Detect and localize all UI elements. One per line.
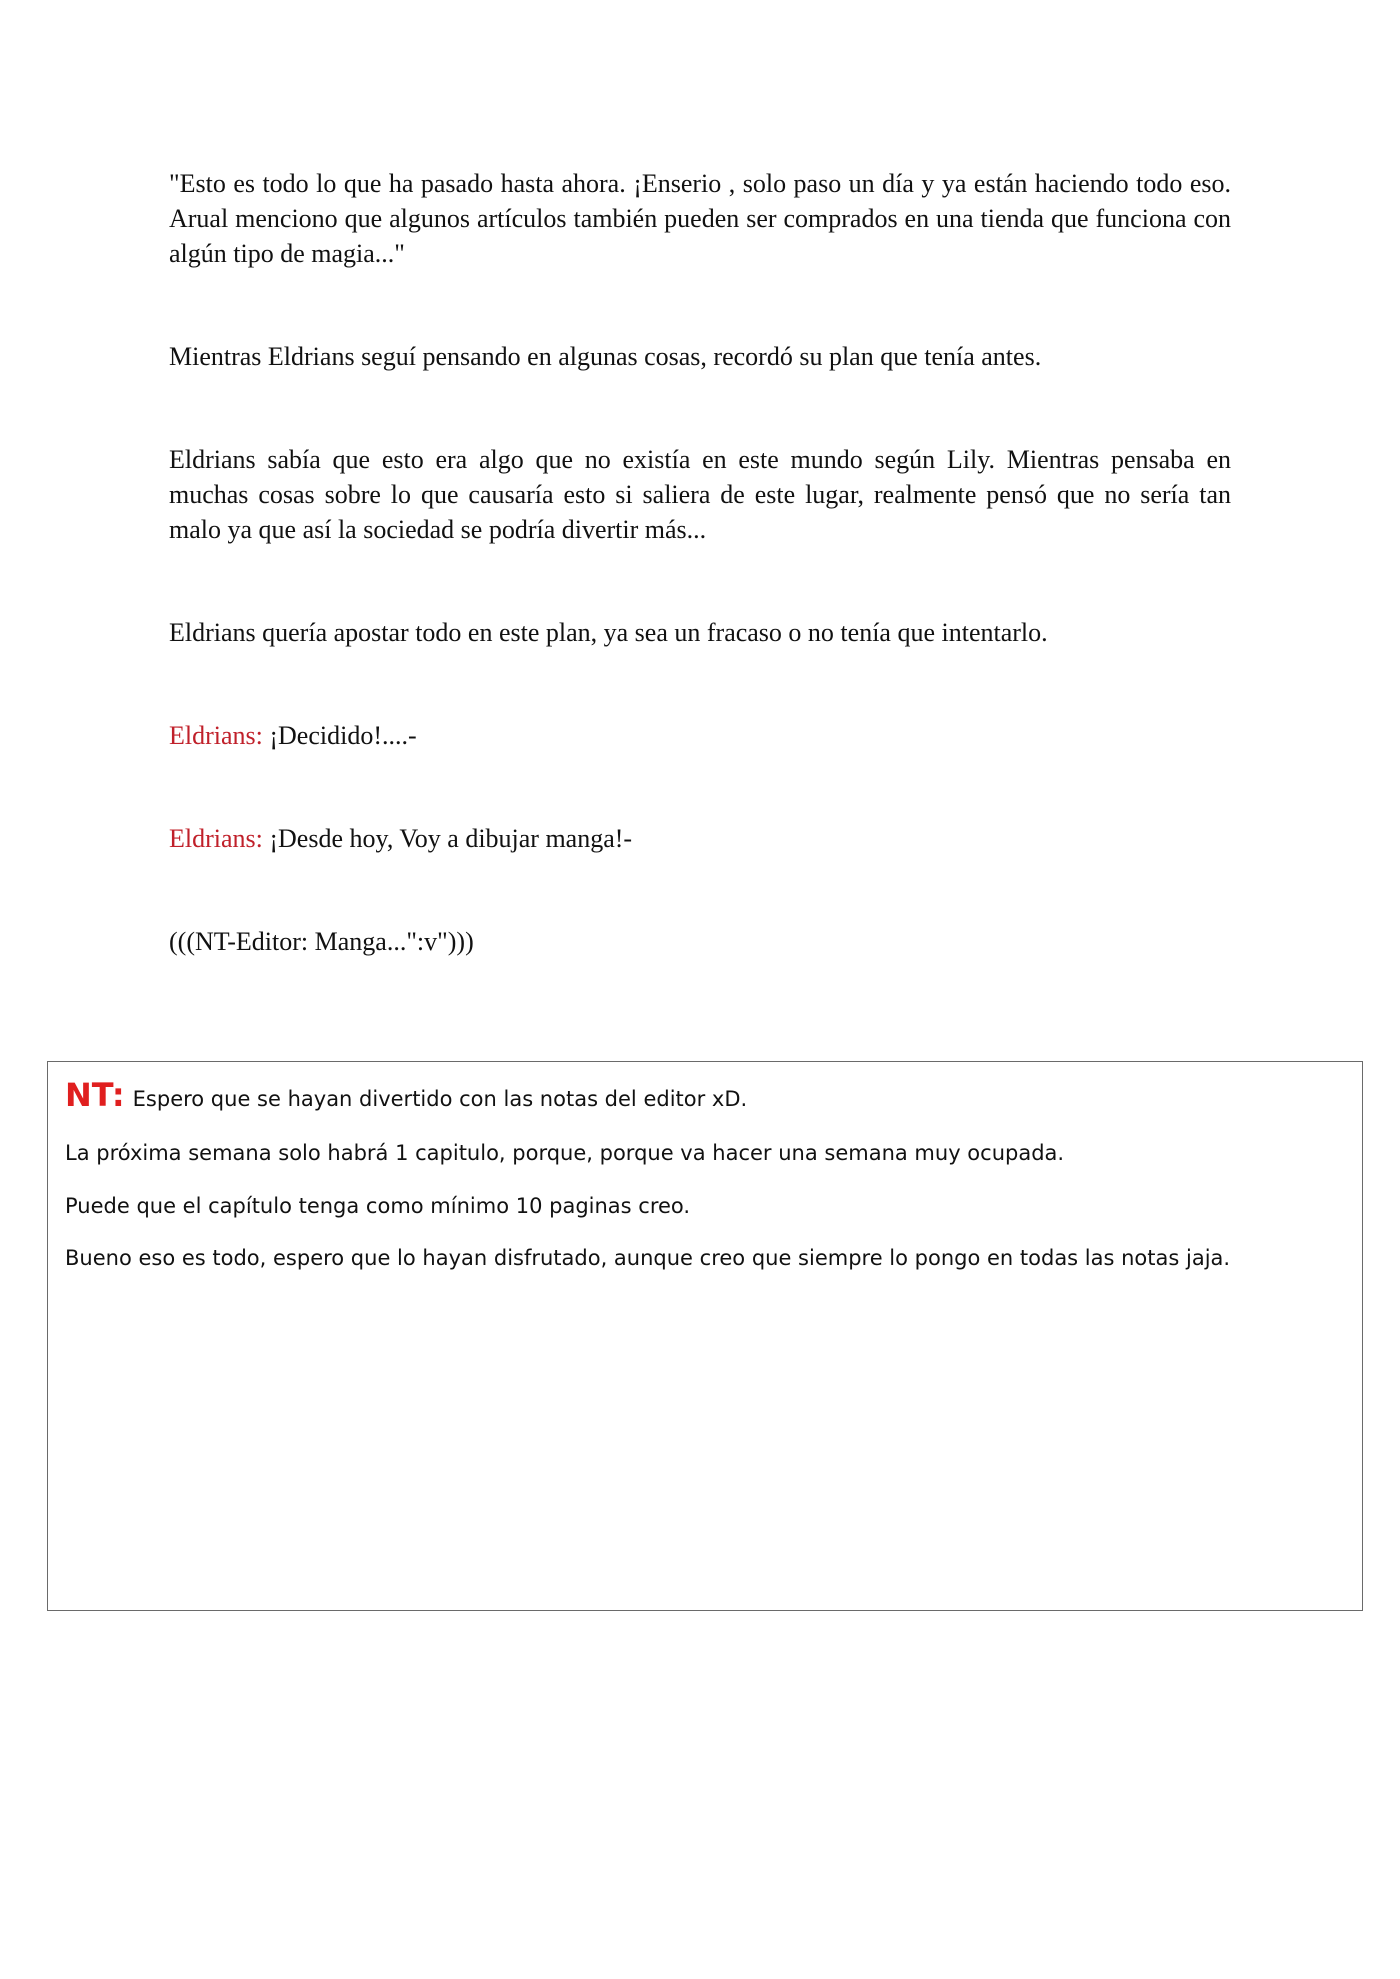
note-line-3: Puede que el capítulo tenga como mínimo 10 paginas creo. — [65, 1194, 691, 1218]
note-first-line — [65, 1076, 747, 1114]
editor-note: (((NT-Editor: Manga...":v"))) — [169, 927, 474, 956]
speaker-name: Eldrians: — [169, 824, 263, 853]
note-line-2: La próxima semana solo habrá 1 capitulo, porque, porque va hacer una semana muy ocupada. — [65, 1141, 1065, 1165]
speaker-name: Eldrians: — [169, 721, 263, 750]
translator-note-box — [47, 1061, 1363, 1611]
note-line-4: Bueno eso es todo, espero que lo hayan disfrutado, aunque creo que siempre lo pongo en todas las notas jaja. — [65, 1246, 1231, 1270]
paragraph-2: Mientras Eldrians seguí pensando en algunas cosas, recordó su plan que tenía antes. — [169, 342, 1042, 371]
paragraph-1: "Esto es todo lo que ha pasado hasta ahora. ¡Enserio , solo paso un día y ya están haciendo todo eso. Arual menciono que algunos artículos también pueden ser comprados en una tienda que funciona con algún tipo de magia..." — [169, 169, 1231, 268]
nt-label: NT: — [65, 1076, 125, 1114]
dialogue-text: ¡Desde hoy, Voy a dibujar manga!- — [262, 824, 633, 853]
dialogue-2 — [169, 821, 1231, 856]
dialogue-text: ¡Decidido!....- — [262, 721, 417, 750]
paragraph-3: Eldrians sabía que esto era algo que no existía en este mundo según Lily. Mientras pensaba en muchas cosas sobre lo que causaría esto si saliera de este lugar, realmente pensó que no sería tan malo ya que así la sociedad se podría divertir más... — [169, 445, 1231, 544]
dialogue-1 — [169, 718, 1231, 753]
paragraph-4: Eldrians quería apostar todo en este plan, ya sea un fracaso o no tenía que intentarlo. — [169, 618, 1048, 647]
story-text — [169, 166, 1231, 959]
note-text: Espero que se hayan divertido con las notas del editor xD. — [132, 1087, 748, 1111]
